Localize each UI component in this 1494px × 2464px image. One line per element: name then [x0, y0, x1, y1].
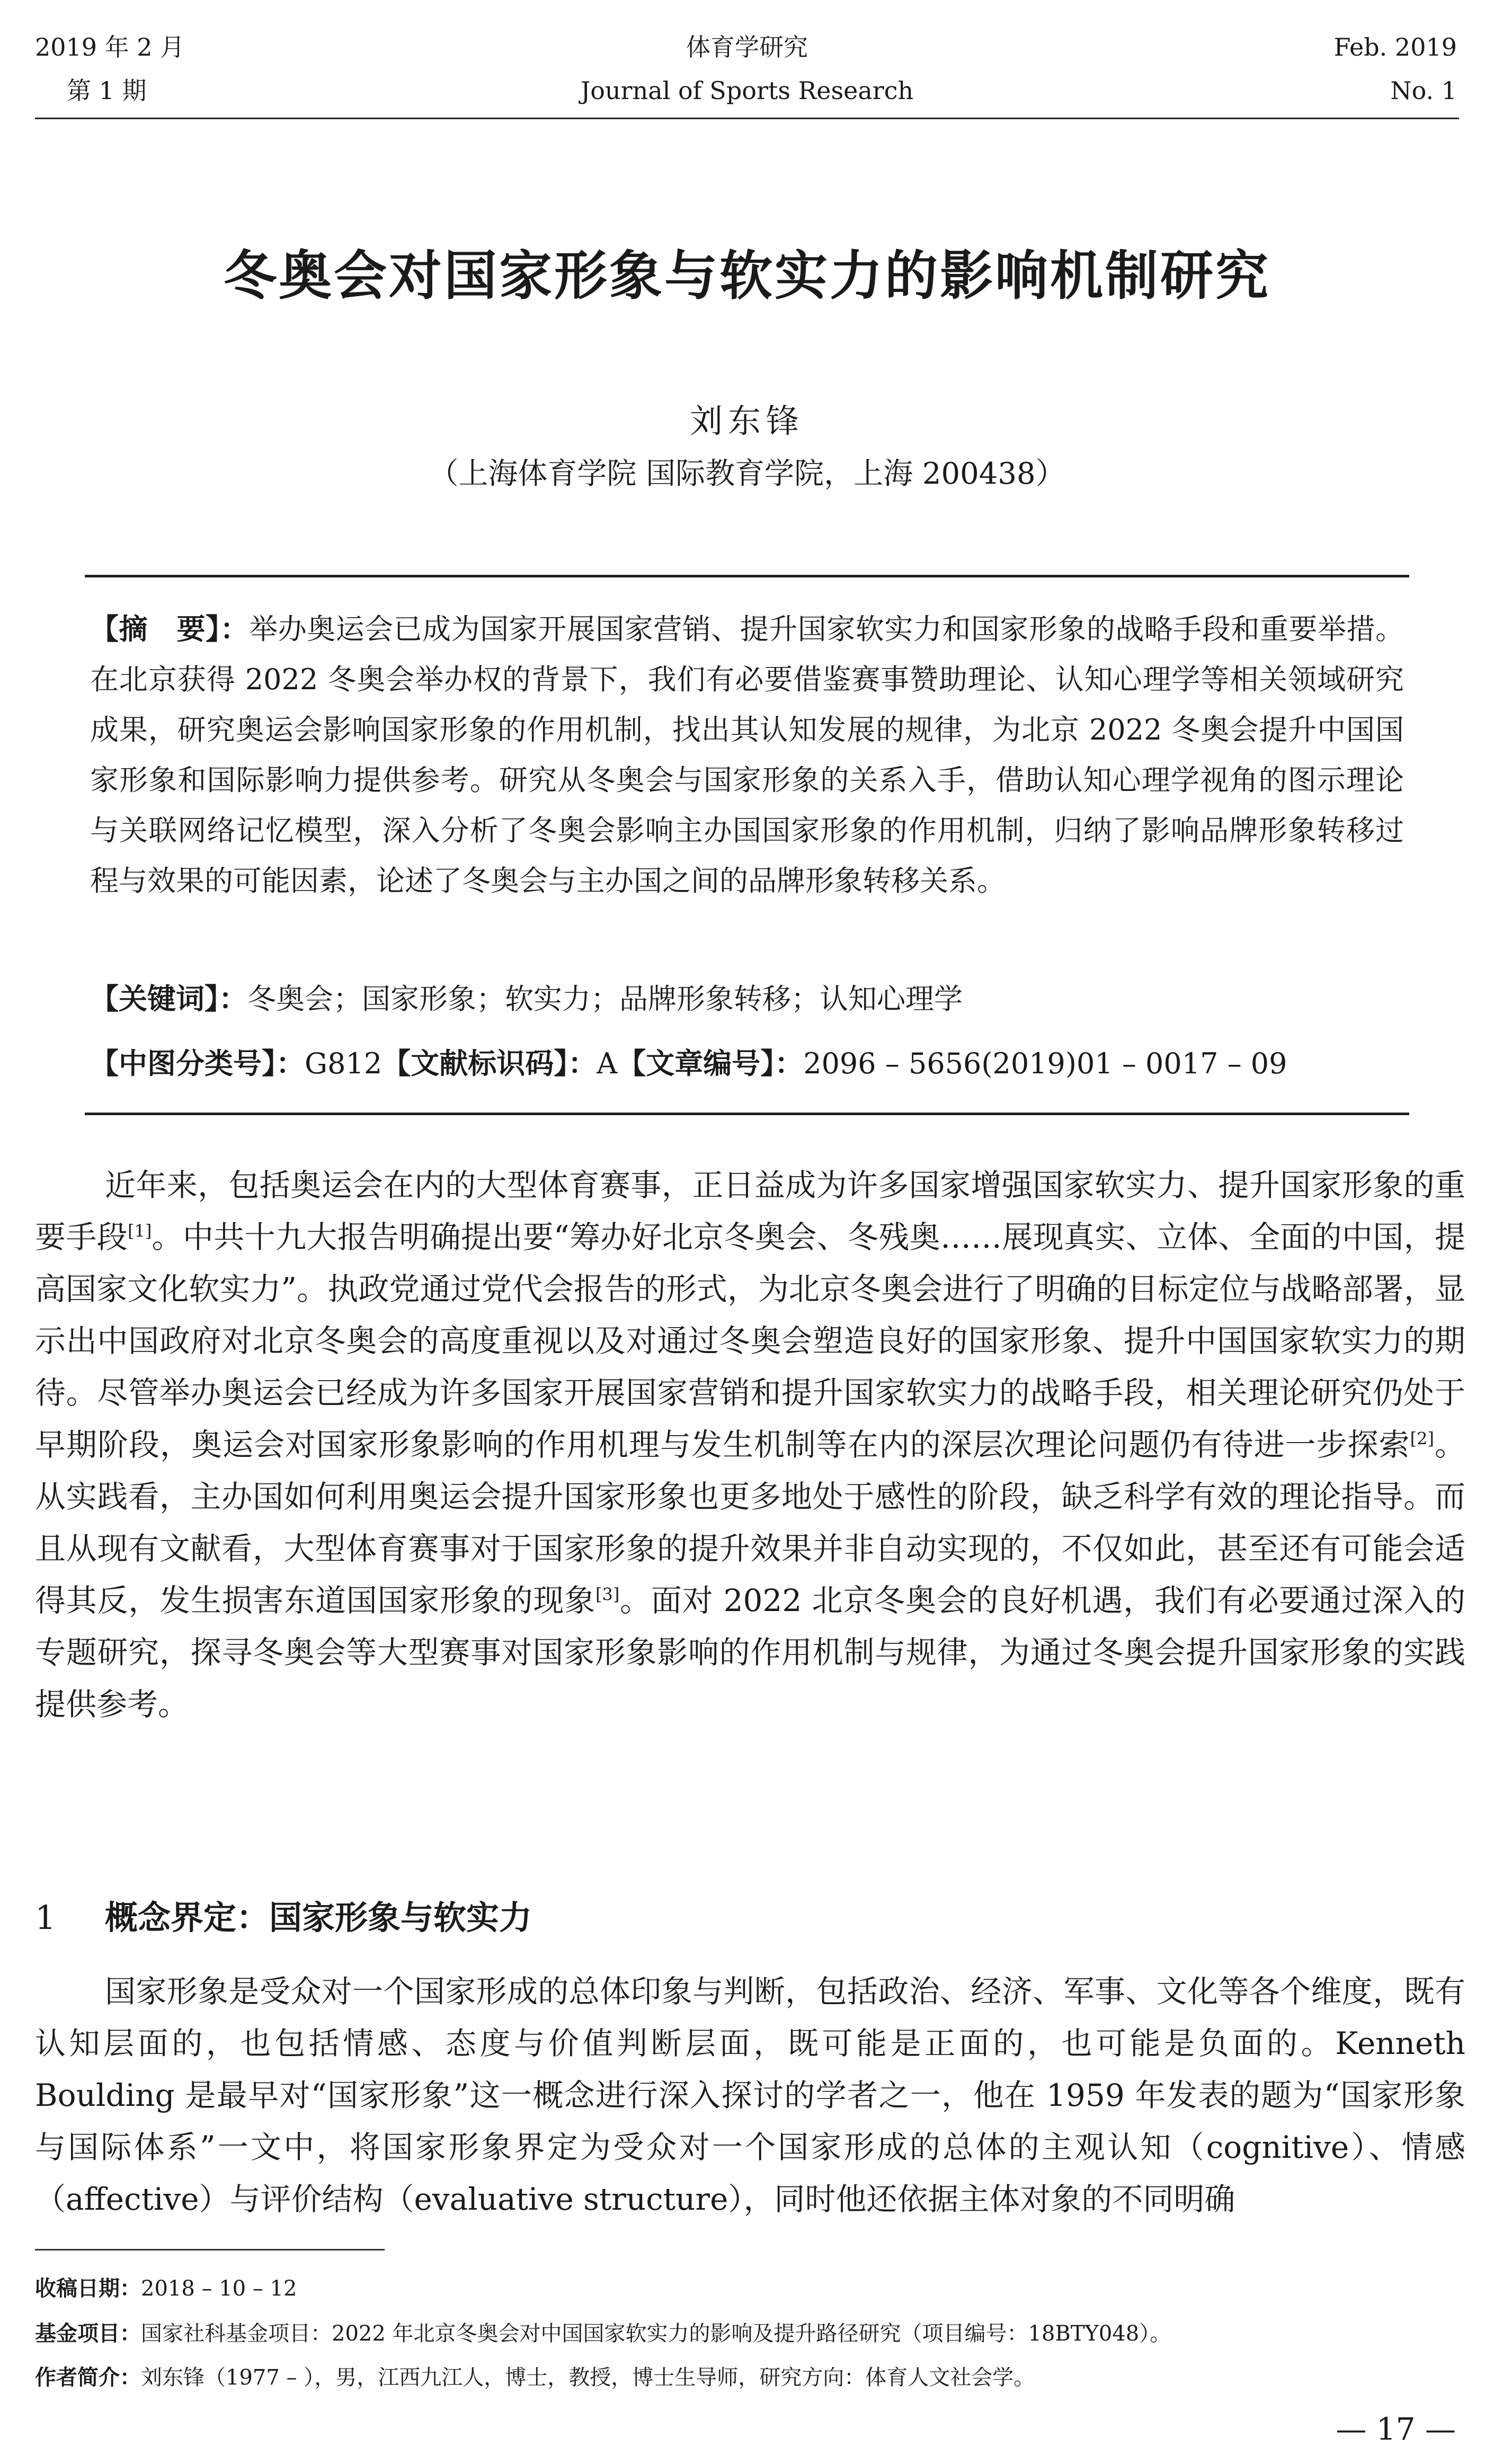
keywords	[90, 974, 1404, 1024]
footnote-fund	[35, 2318, 1465, 2350]
abstract-top-rule	[85, 575, 1409, 577]
abstract	[90, 604, 1404, 906]
citation-1: [1]	[128, 1221, 152, 1241]
fund-label: 基金项目：	[35, 2321, 141, 2346]
section-paragraph: 国家形象是受众对一个国家形成的总体印象与判断，包括政治、经济、军事、文化等各个维度，既有认知层面的，也包括情感、态度与价值判断层面，既可能是正面的，也可能是负面的。Kenneth Boulding 是最早对“国家形象”这一概念进行深入探讨的学者之一，他在 1959 年发表的题为“国家形象与国际体系”一文中，将国家形象界定为受众对一个国家形成的总体的主观认知（cognitive）、情感（affective）与评价结构（evaluative structure），同时他还依据主体对象的不同明确	[35, 1973, 1465, 2217]
abstract-bottom-rule	[85, 1113, 1409, 1115]
clc-value: G812	[305, 1047, 383, 1080]
clc-label: 【中图分类号】：	[90, 1047, 305, 1080]
abstract-label: 【摘 要】：	[90, 612, 250, 646]
article-author: 刘东锋	[689, 402, 804, 440]
intro-paragraph	[35, 1159, 1465, 1730]
article-number-label: 【文章编号】：	[617, 1047, 804, 1080]
header-date-issue-en	[1334, 25, 1457, 112]
keywords-text: 冬奥会；国家形象；软实力；品牌形象转移；认知心理学	[247, 982, 963, 1016]
abstract-text: 举办奥运会已成为国家开展国家营销、提升国家软实力和国家形象的战略手段和重要举措。在北京获得 2022 冬奥会举办权的背景下，我们有必要借鉴赛事赞助理论、认知心理学等相关领域研究成果，研究奥运会影响国家形象的作用机制，找出其认知发展的规律，为北京 2022 冬奥会提升中国国家形象和国际影响力提供参考。研究从冬奥会与国家形象的关系入手，借助认知心理学视角的图示理论与关联网络记忆模型，深入分析了冬奥会影响主办国国家形象的作用机制，归纳了影响品牌形象转移过程与效果的可能因素，论述了冬奥会与主办国之间的品牌形象转移关系。	[90, 612, 1404, 897]
header-issue: 第 1 期	[67, 76, 147, 105]
intro-text-1: 近年来，包括奥运会在内的大型体育赛事，正日益成为许多国家增强国家软实力、提升国家形象的重要手段	[35, 1167, 1465, 1255]
received-date: 2018 – 10 – 12	[141, 2276, 297, 2301]
footnote-author	[35, 2362, 1465, 2394]
header-divider	[35, 118, 1459, 119]
doc-code-label: 【文献标识码】：	[382, 1047, 597, 1080]
section-heading	[35, 1889, 532, 1947]
footnote-divider	[35, 2249, 385, 2250]
received-label: 收稿日期：	[35, 2276, 141, 2301]
doc-code-value: A	[597, 1047, 618, 1080]
author-bio-text: 刘东锋（1977 – ），男，江西九江人，博士，教授，博士生导师，研究方向：体育人文社会学。	[141, 2365, 1035, 2390]
header-date: 2019 年 2 月	[35, 33, 185, 61]
article-title: 冬奥会对国家形象与软实力的影响机制研究	[224, 245, 1270, 307]
intro-text-2: 。中共十九大报告明确提出要“筹办好北京冬奥会、冬残奥……展现真实、立体、全面的中国，提高国家文化软实力”。执政党通过党代会报告的形式，为北京冬奥会进行了明确的目标定位与战略部署，显示出中国政府对北京冬奥会的高度重视以及对通过冬奥会塑造良好的国家形象、提升中国国家软实力的期待。尽管举办奥运会已经成为许多国家开展国家营销和提升国家软实力的战略手段，相关理论研究仍处于早期阶段，奥运会对国家形象影响的作用机理与发生机制等在内的深层次理论问题仍有待进一步探索	[35, 1219, 1465, 1463]
citation-3: [3]	[595, 1584, 620, 1605]
section-title: 概念界定：国家形象与软实力	[105, 1898, 532, 1937]
journal-name-cn: 体育学研究	[686, 33, 808, 61]
intro-text-4: 。面对 2022 北京冬奥会的良好机遇，我们有必要通过深入的专题研究，探寻冬奥会等大型赛事对国家形象影响的作用机制与规律，为通过冬奥会提升国家形象的实践提供参考。	[35, 1582, 1465, 1722]
journal-name-en: Journal of Sports Research	[580, 76, 914, 105]
section-number: 1	[35, 1898, 56, 1937]
author-affiliation: （上海体育学院 国际教育学院，上海 200438）	[429, 457, 1065, 491]
author-bio-label: 作者简介：	[35, 2365, 141, 2390]
classification-info	[90, 1038, 1404, 1089]
header-date-en: Feb. 2019	[1333, 33, 1457, 61]
citation-2: [2]	[1410, 1428, 1434, 1449]
keywords-label: 【关键词】：	[90, 982, 247, 1016]
fund-text: 国家社科基金项目：2022 年北京冬奥会对中国国家软实力的影响及提升路径研究（项目编号：18BTY048）。	[141, 2321, 1171, 2346]
footnote-received	[35, 2273, 1465, 2305]
header-issue-en: No. 1	[1390, 76, 1457, 105]
header-journal	[0, 25, 1494, 112]
article-number-value: 2096 – 5656(2019)01 – 0017 – 09	[803, 1047, 1287, 1080]
page-number: — 17 —	[1336, 2411, 1456, 2447]
intro-text-3: 。从实践看，主办国如何利用奥运会提升国家形象也更多地处于感性的阶段，缺乏科学有效的理论指导。而且从现有文献看，大型体育赛事对于国家形象的提升效果并非自动实现的，不仅如此，甚至还有可能会适得其反，发生损害东道国国家形象的现象	[35, 1427, 1465, 1618]
